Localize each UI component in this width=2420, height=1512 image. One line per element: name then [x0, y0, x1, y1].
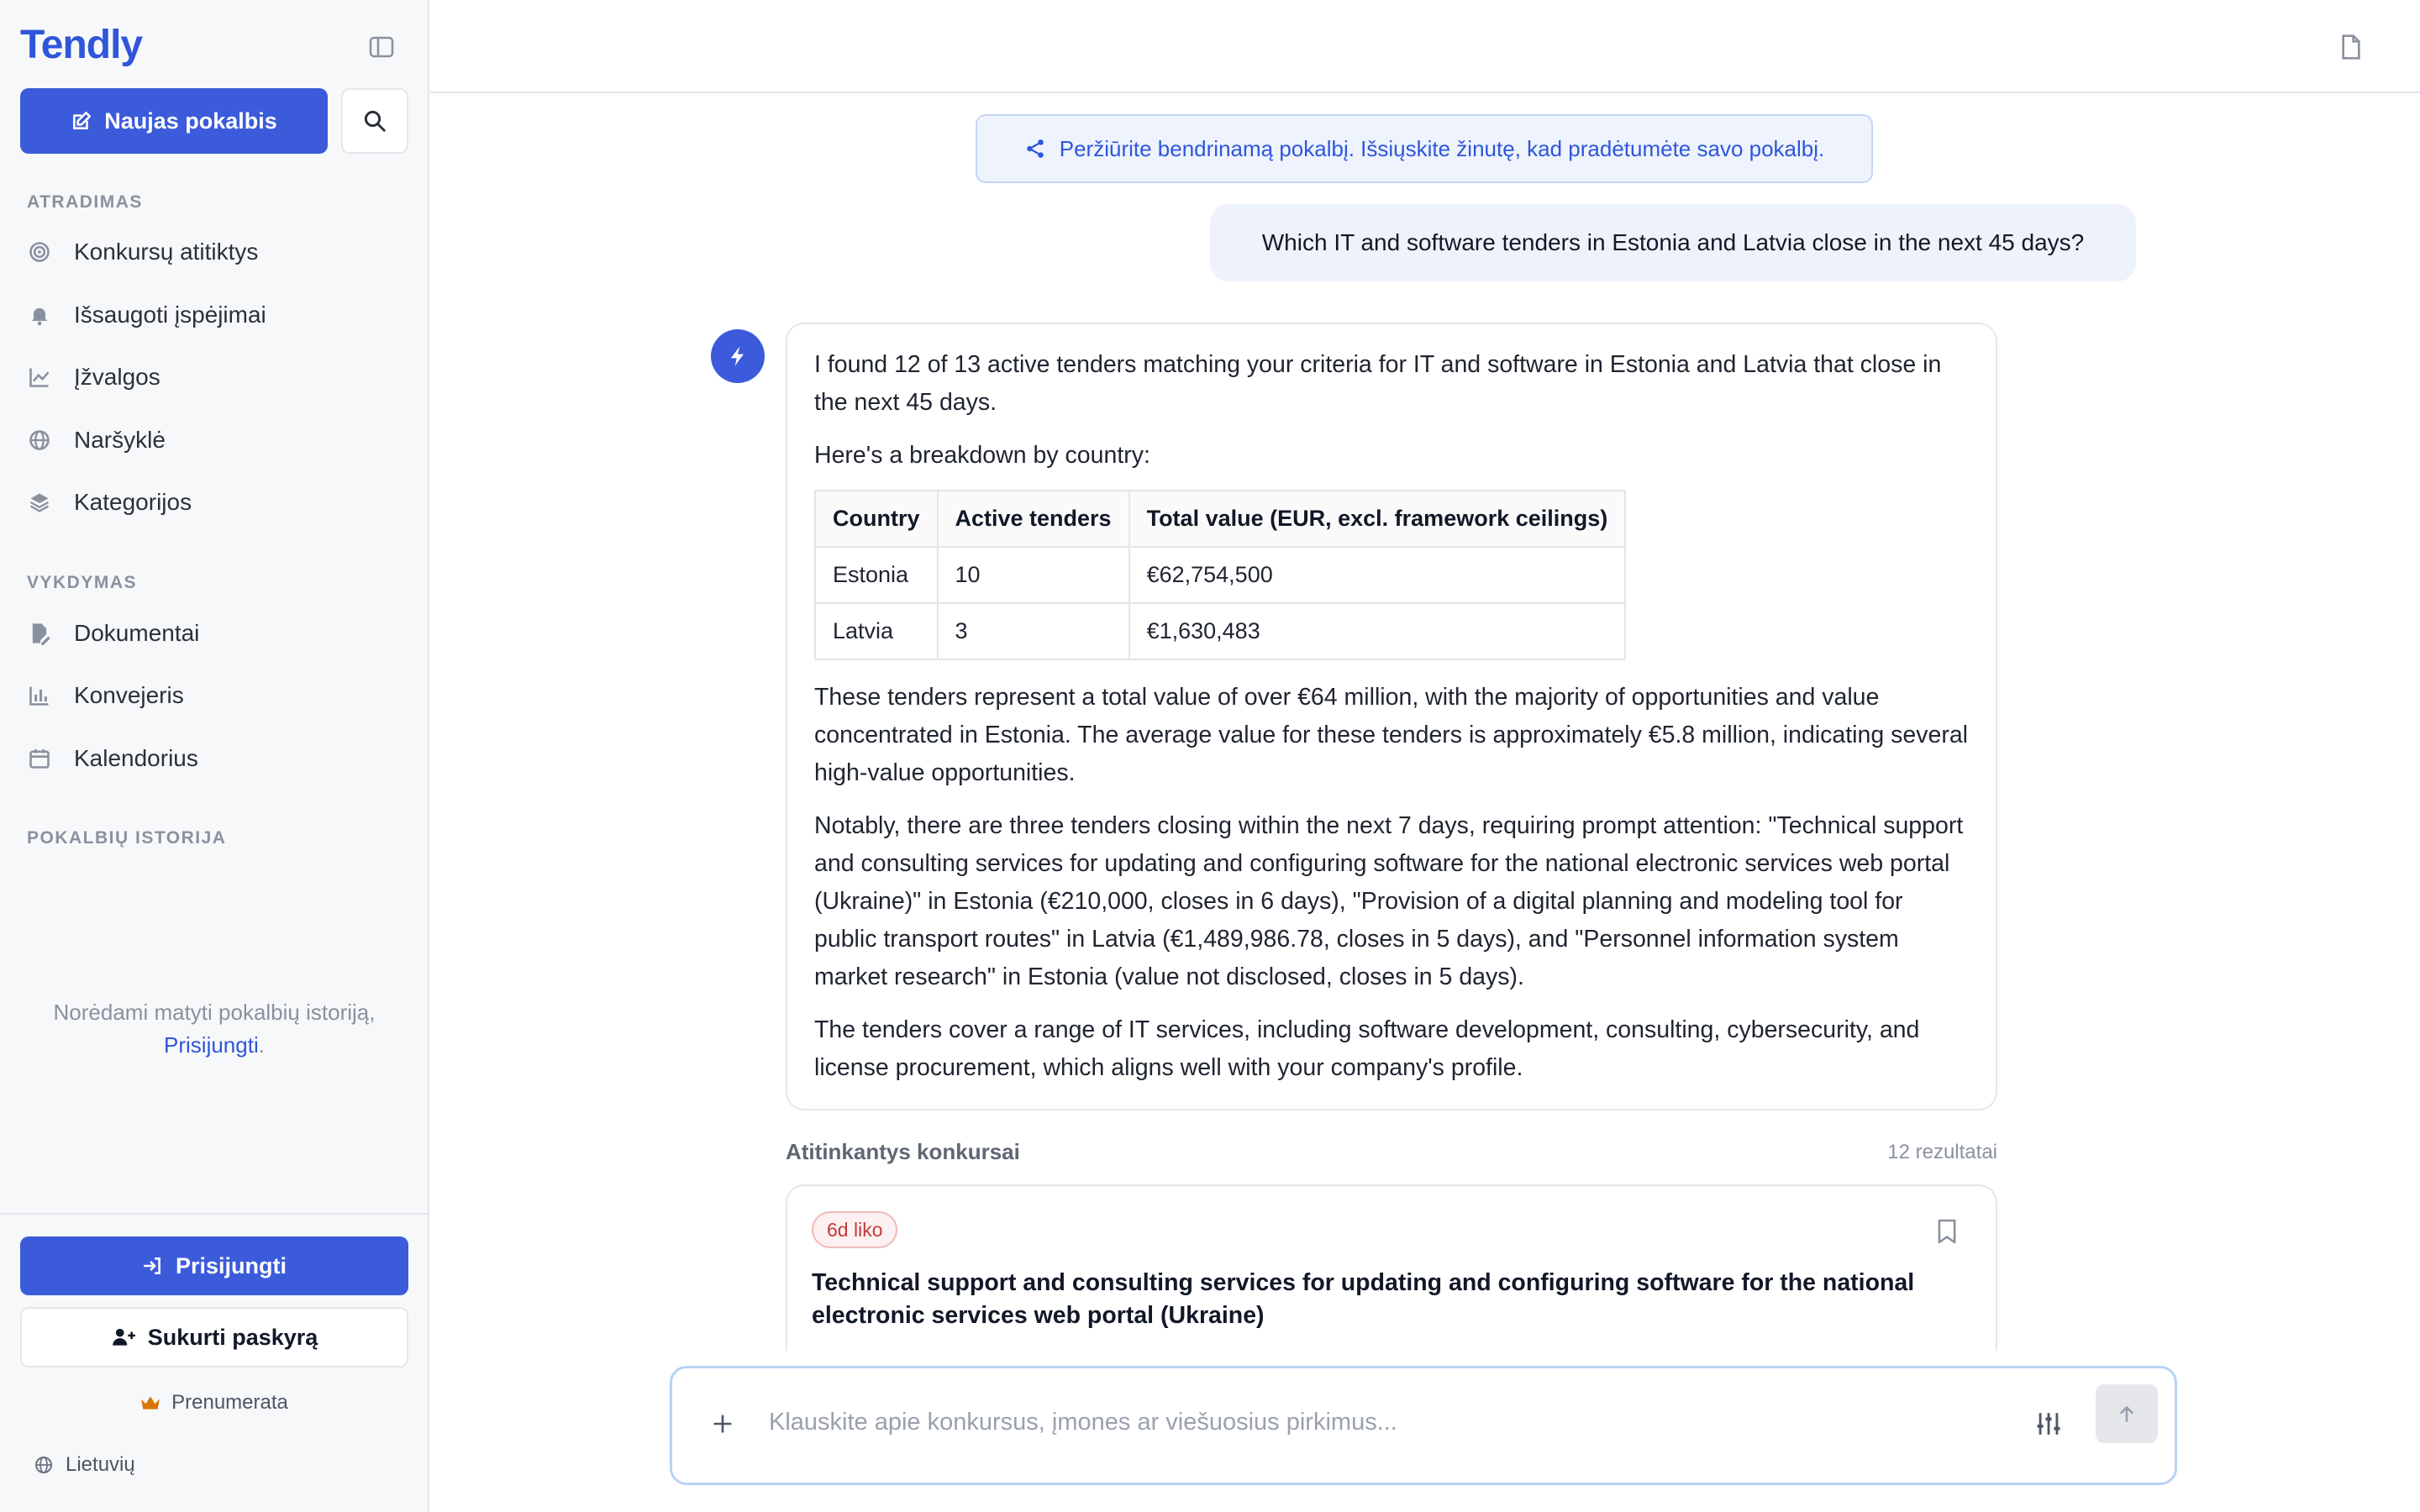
message-input[interactable]: Klauskite apie konkursus, įmones ar viešuosius pirkimus...	[769, 1409, 1397, 1436]
new-chat-button[interactable]	[20, 88, 328, 154]
subscription-label: Prenumerata	[171, 1391, 288, 1414]
crown-icon	[139, 1394, 161, 1412]
assistant-avatar	[711, 329, 765, 383]
sidebar-item-browser[interactable]	[27, 414, 405, 466]
sidebar-item-label: Konkursų atitiktys	[74, 239, 259, 265]
document-edit-icon	[27, 621, 52, 646]
table-row	[815, 547, 1625, 603]
table-cell: €62,754,500	[1129, 547, 1626, 603]
bar-chart-icon	[27, 683, 52, 708]
plus-icon	[711, 1412, 734, 1436]
history-empty-message	[25, 996, 403, 1062]
calendar-icon	[27, 746, 52, 771]
table-cell: €1,630,483	[1129, 603, 1626, 659]
sidebar-item-tender-matches[interactable]	[27, 226, 405, 278]
share-icon	[1024, 138, 1046, 160]
table-header-cell: Country	[815, 491, 938, 547]
table-header-row	[815, 491, 1625, 547]
sidebar-item-label: Kalendorius	[74, 745, 198, 771]
sliders-icon	[2034, 1410, 2063, 1438]
new-chat-label: Naujas pokalbis	[104, 108, 277, 134]
assistant-message	[786, 323, 1997, 1110]
shared-chat-banner	[976, 114, 1873, 183]
sidebar-item-saved-alerts[interactable]	[27, 289, 405, 341]
section-label-history: POKALBIŲ ISTORIJA	[27, 828, 227, 848]
sidebar-item-label: Konvejeris	[74, 682, 184, 708]
assistant-paragraph: Here's a breakdown by country:	[814, 442, 1150, 469]
globe-icon	[27, 428, 52, 453]
app-logo[interactable]: Tendly	[20, 23, 143, 67]
sidebar-footer	[0, 1213, 428, 1512]
login-icon	[142, 1255, 164, 1277]
sidebar-item-label: Kategorijos	[74, 489, 192, 515]
sidebar-item-label: Išsaugoti įspėjimai	[74, 302, 266, 328]
signup-label: Sukurti paskyrą	[147, 1324, 318, 1350]
search-icon	[362, 108, 387, 134]
assistant-paragraph: The tenders cover a range of IT services, including software development, consulting, cybersecurity, and license procurement, which aligns well with your company's profile.	[814, 1016, 1920, 1081]
file-icon	[2339, 34, 2363, 60]
sidebar-item-documents[interactable]	[27, 607, 405, 659]
user-message	[1210, 204, 2136, 281]
section-label-discovery: ATRADIMAS	[27, 192, 143, 212]
table-header-cell: Active tenders	[938, 491, 1129, 547]
sidebar-toggle-icon	[369, 36, 394, 58]
language-selector[interactable]	[34, 1453, 135, 1477]
user-message-text: Which IT and software tenders in Estonia and Latvia close in the next 45 days?	[1261, 229, 2085, 255]
user-plus-icon	[111, 1326, 136, 1348]
sidebar-item-calendar[interactable]	[27, 732, 405, 785]
section-label-execution: VYKDYMAS	[27, 573, 138, 592]
create-account-button[interactable]	[20, 1307, 408, 1368]
assistant-paragraph: Notably, there are three tenders closing within the next 7 days, requiring prompt attention: "Technical support and consulting services for updating and configuring software for the national electronic services web portal (Ukraine)" in Estonia (€210,000, closes in 6 days), "Provision of a digital planning and modeling tool for public transport routes" in Latvia (€1,489,986.78, closes in 5 days), and "Personnel information system market research" in Estonia (value not disclosed, closes in 5 days).	[814, 812, 1964, 990]
login-button[interactable]	[20, 1236, 408, 1295]
globe-icon	[34, 1455, 54, 1475]
matching-tenders-title: Atitinkantys konkursai	[786, 1139, 1020, 1164]
matching-tenders-header	[786, 1139, 1997, 1165]
bookmark-button[interactable]	[1932, 1215, 1962, 1248]
table-cell: 3	[938, 603, 1129, 659]
trend-chart-icon	[27, 365, 52, 390]
sidebar-item-insights[interactable]	[27, 351, 405, 403]
assistant-paragraph: I found 12 of 13 active tenders matching your criteria for IT and software in Estonia and Latvia that close in the next 45 days.	[814, 351, 1942, 416]
bookmark-icon	[1936, 1218, 1958, 1245]
edit-icon	[71, 110, 92, 132]
tender-title[interactable]: Technical support and consulting services for updating and configuring software for the national electronic services web portal (Ukraine)	[812, 1269, 1915, 1329]
tender-card[interactable]	[786, 1184, 1997, 1352]
sidebar	[0, 0, 429, 1512]
sidebar-item-categories[interactable]	[27, 476, 405, 528]
table-header-cell: Total value (EUR, excl. framework ceilings)	[1129, 491, 1626, 547]
message-composer	[670, 1366, 2177, 1485]
top-bar	[429, 0, 2420, 93]
history-period: .	[258, 1032, 265, 1058]
bell-icon	[27, 302, 52, 328]
filters-button[interactable]	[2030, 1405, 2067, 1442]
attach-button[interactable]	[706, 1407, 739, 1441]
sidebar-item-label: Naršyklė	[74, 427, 166, 453]
sidebar-toggle-button[interactable]	[363, 30, 400, 64]
matching-tenders-count: 12 rezultatai	[1887, 1140, 1997, 1163]
document-button[interactable]	[2333, 29, 2370, 66]
layers-icon	[27, 490, 52, 515]
table-cell: Estonia	[815, 547, 938, 603]
lightning-icon	[726, 344, 750, 368]
shared-chat-banner-text: Peržiūrite bendrinamą pokalbį. Išsiųskite žinutę, kad pradėtumėte savo pokalbį.	[1059, 135, 1825, 161]
send-button[interactable]	[2096, 1384, 2158, 1443]
subscription-link[interactable]	[0, 1391, 428, 1415]
days-left-badge: 6d liko	[812, 1211, 897, 1248]
login-label: Prisijungti	[175, 1252, 287, 1278]
history-empty-text: Norėdami matyti pokalbių istoriją,	[53, 1000, 376, 1025]
sidebar-item-pipeline[interactable]	[27, 669, 405, 722]
history-login-link[interactable]: Prisijungti	[164, 1032, 259, 1058]
country-breakdown-table	[814, 490, 1626, 660]
assistant-paragraph: These tenders represent a total value of over €64 million, with the majority of opportunities and value concentrated in Estonia. The average value for these tenders is approximately €5.8 million, indicating several high-value opportunities.	[814, 684, 1968, 786]
search-button[interactable]	[341, 88, 408, 154]
table-cell: Latvia	[815, 603, 938, 659]
arrow-up-icon	[2116, 1403, 2138, 1425]
target-icon	[27, 239, 52, 265]
table-cell: 10	[938, 547, 1129, 603]
sidebar-item-label: Įžvalgos	[74, 364, 160, 390]
sidebar-item-label: Dokumentai	[74, 620, 200, 646]
language-label: Lietuvių	[66, 1453, 135, 1476]
table-row	[815, 603, 1625, 659]
